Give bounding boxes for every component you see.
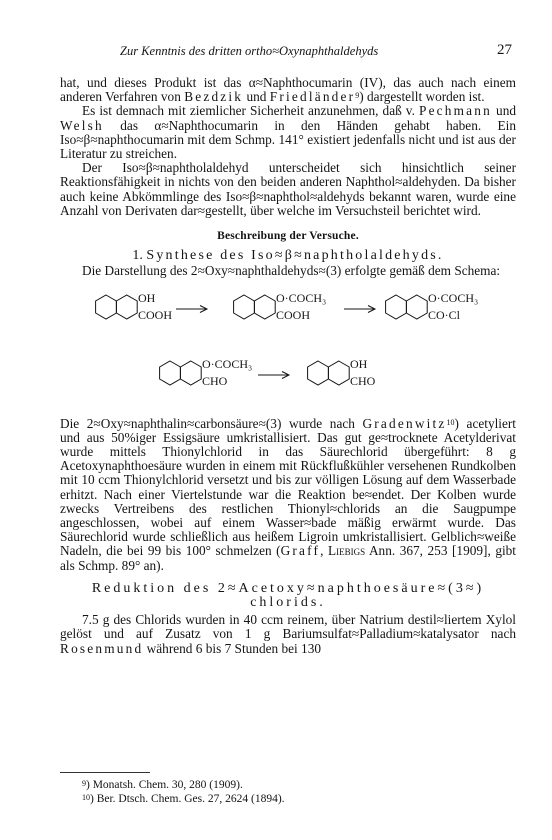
compound-5-bottom-group: CHO [350, 373, 376, 388]
paragraph-6-text-a: 7.5 g des Chlorids wurden in 40 ccm reinem, über Natrium destil≈liertem Xylol gelöst und auf Zusatz von 1 g Bariumsulfat≈Palladium≈katalysator nach [60, 612, 516, 642]
footnote-rule [60, 772, 150, 773]
subsection-2-line-1: Reduktion des 2≈Acetoxy≈naphthoesäure≈(3≈) [91, 580, 485, 596]
paragraph-2 [60, 104, 516, 161]
paragraph-5-text-b: ) acetyliert und aus 50%iger Essigsäure umkristallisiert. Das gut ge≈trocknete Acetylderivat wurde mittels Thionylchlorid in das Säurechlorid übergeführt: 8 g Acetoxynaphthoesäure wurden in einem mit Rückflußkühler versehenen Rundkolben mit 10 ccm Thionylchlorid versetzt und bis zur völligen Lösung auf dem Wasserbade erhitzt. Nach einer Viertelstunde war die Reaktion be≈endet. Der Kolben wurde zwecks Vertreibens des restlichen Thionyl≈chlorids an die Saugpumpe angeschlossen, wobei auf einem Wasser≈bade mäßig erwärmt wurde. Das Säurechlorid wurde schließlich aus heißem Ligroin umkristallisiert. Gelblich≈weiße Nadeln, die bei 99 bis 100° schmelzen ( [60, 415, 517, 559]
paragraph-1-end: ) dargestellt worden ist. [359, 89, 485, 105]
paragraph-2-text-a: Es ist demnach mit ziemlicher Sicherheit anzunehmen, daß v. [82, 103, 415, 119]
paragraph-5-text-c: , [320, 543, 329, 559]
footnote-9 [82, 779, 243, 791]
footnote-mark: 10 [82, 793, 90, 802]
compound-2 [234, 291, 327, 322]
subsection-1-label: Synthese des Iso≈β≈naphtholaldehyds. [146, 248, 444, 264]
subsection-number: 1. [132, 248, 143, 264]
footnote-ref-9: 9 [355, 91, 360, 101]
compound-4-bottom-group: CHO [202, 373, 228, 388]
section-heading: Beschreibung der Versuche. [217, 230, 359, 243]
author-name-welsh: Welsh [60, 117, 104, 133]
compound-3 [386, 291, 479, 322]
reaction-arrow-2 [344, 305, 375, 312]
subsection-2-line-2: chlorids. [250, 595, 326, 611]
author-name-rosenmund: Rosenmund [60, 640, 144, 656]
conjunction-text: und [496, 103, 516, 119]
author-name-gradenwitz: Gradenwitz [362, 415, 447, 431]
paragraph-5-text-d: Ann. 367, 253 [1909], gibt als Schmp. 89° an). [60, 543, 516, 573]
reaction-scheme-drawing [60, 281, 516, 413]
compound-2-bottom-group: COOH [276, 307, 311, 322]
subsection-2-title [60, 582, 516, 610]
compound-1-bottom-group: COOH [138, 307, 173, 322]
footnote-text: ) Ber. Dtsch. Chem. Ges. 27, 2624 (1894). [90, 793, 285, 805]
paragraph-3: Der Iso≈β≈naphtholaldehyd unterscheidet sich hinsichtlich seiner Reaktionsfähigkeit in nichts von den beiden anderen Naphthol≈aldehyden. Da bisher auch keine Abkömmlinge des Iso≈β≈naphthol≈aldehyds bekannt waren, wurde eine Anzahl von Derivaten dar≈gestellt, über welche im Versuchsteil berichtet wird. [60, 160, 516, 218]
compound-1 [96, 291, 173, 322]
paragraph-1-text: hat, und dieses Produkt ist das α≈Naphthocumarin (IV), das auch nach einem anderen Verfahren von [60, 75, 516, 105]
compound-5 [308, 357, 376, 388]
footnote-text: ) Monatsh. Chem. 30, 280 (1909). [86, 779, 243, 791]
paragraph-2-text-b: das α≈Naphthocumarin in den Händen gehabt haben. Ein Iso≈β≈naphthocumarin mit dem Schmp. 141° existiert jedenfalls nicht und ist aus der Literatur zu streichen. [60, 117, 516, 162]
author-name-friedlaender: Friedländer [269, 89, 356, 105]
page-number: 27 [497, 42, 512, 58]
paragraph-5-text-a: Die 2≈Oxy≈naphthalin≈carbonsäure≈(3) wurde nach [60, 415, 355, 431]
journal-name: Liebigs [328, 543, 366, 559]
paragraph-5 [60, 417, 516, 573]
compound-1-top-group: OH [138, 290, 156, 305]
compound-2-top-group: O·COCH₃ [276, 290, 327, 305]
compound-3-bottom-group: CO·Cl [428, 307, 461, 322]
footnote-mark: 9 [82, 779, 86, 788]
running-title: Zur Kenntnis des dritten ortho≈Oxynaphthaldehyds [120, 44, 379, 58]
paragraph-1 [60, 76, 516, 104]
reaction-arrow-1 [176, 305, 207, 312]
footnote-ref-10: 10 [446, 417, 455, 427]
author-name-bezdzik: Bezdzik [184, 89, 244, 105]
compound-3-top-group: O·COCH₃ [428, 290, 479, 305]
paragraph-6 [60, 613, 516, 656]
footnote-10 [82, 793, 285, 805]
author-name-graff: Graff [280, 543, 321, 559]
author-name-pechmann: Pechmann [418, 103, 492, 119]
compound-4-top-group: O·COCH₃ [202, 356, 253, 371]
running-header [60, 44, 516, 64]
compound-4 [160, 357, 253, 388]
main-text [60, 76, 516, 656]
compound-5-top-group: OH [350, 356, 368, 371]
conjunction-text: und [246, 89, 267, 105]
reaction-arrow-3 [258, 371, 289, 378]
reaction-scheme [60, 281, 516, 413]
subsection-1-title [60, 249, 516, 263]
paragraph-6-text-b: während 6 bis 7 Stunden bei 130 [146, 640, 321, 656]
paragraph-4: Die Darstellung des 2≈Oxy≈naphthaldehyds≈(3) erfolgte gemäß dem Schema: [82, 263, 501, 279]
